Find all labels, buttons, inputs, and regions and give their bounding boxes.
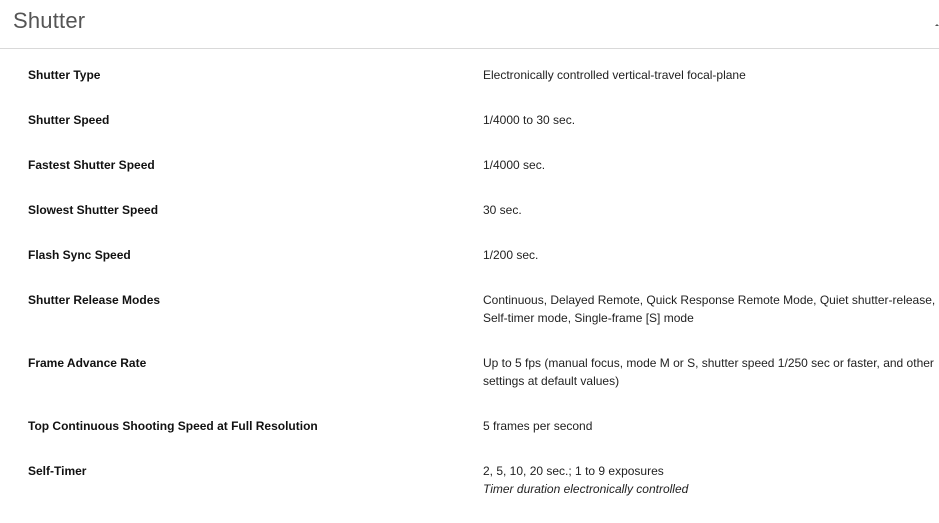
spec-value-group <box>483 462 939 498</box>
spec-label: Fastest Shutter Speed <box>28 158 155 172</box>
spec-value: 1/4000 sec. <box>483 158 546 172</box>
spec-label: Frame Advance Rate <box>28 356 147 370</box>
spec-label: Shutter Speed <box>28 113 110 127</box>
spec-value: Up to 5 fps (manual focus, mode M or S, shutter speed 1/250 sec or faster, and other settings at default values) <box>483 356 934 388</box>
spec-label: Slowest Shutter Speed <box>28 203 159 217</box>
spec-value: 5 frames per second <box>483 419 593 433</box>
spec-label: Flash Sync Speed <box>28 248 131 262</box>
spec-label: Shutter Type <box>28 68 101 82</box>
spec-value: 30 sec. <box>483 203 522 217</box>
collapse-icon[interactable] <box>931 18 939 26</box>
spec-label: Self-Timer <box>28 464 87 478</box>
spec-note: Timer duration electronically controlled <box>483 482 689 496</box>
spec-value: 1/4000 to 30 sec. <box>483 113 576 127</box>
spec-value: 1/200 sec. <box>483 248 539 262</box>
spec-value: Continuous, Delayed Remote, Quick Response Remote Mode, Quiet shutter-release, Self-timer mode, Single-frame [S] mode <box>483 293 936 325</box>
section-title: Shutter <box>13 8 86 33</box>
spec-value: Electronically controlled vertical-travel focal-plane <box>483 68 746 82</box>
spec-label: Shutter Release Modes <box>28 293 161 307</box>
section-header[interactable] <box>0 0 939 49</box>
spec-label: Top Continuous Shooting Speed at Full Resolution <box>28 419 318 433</box>
spec-value: 2, 5, 10, 20 sec.; 1 to 9 exposures <box>483 464 664 478</box>
